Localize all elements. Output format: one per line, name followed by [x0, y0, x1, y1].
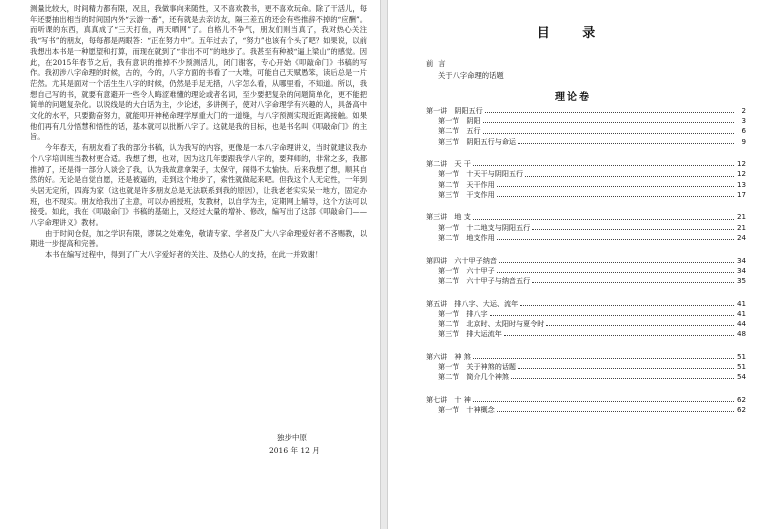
author-signature: 独步中原	[277, 433, 307, 442]
toc-chapter-entry[interactable]	[426, 106, 746, 116]
toc-page-number: 34	[736, 255, 746, 265]
toc-page-number: 13	[736, 179, 746, 189]
toc-page-number: 12	[736, 169, 746, 179]
toc-leader-dots	[473, 165, 734, 166]
toc-chapter-label: 第一讲 阴阳五行	[426, 105, 483, 115]
toc-page-number: 41	[736, 308, 746, 318]
toc-chapter-entry[interactable]	[426, 213, 746, 223]
volume-title: 理论卷	[555, 92, 591, 103]
toc-section-label: 第二节 六十甲子与纳音五行	[438, 275, 531, 285]
toc-page-number: 34	[736, 265, 746, 275]
toc-section-entry[interactable]	[426, 405, 746, 415]
toc-section-entry[interactable]	[426, 116, 746, 126]
toc-page-number: 24	[736, 232, 746, 242]
toc-chapter-label: 第二讲 天 干	[426, 159, 471, 169]
toc-section-label: 第三节 干支作用	[438, 189, 495, 199]
toc-page-number: 17	[736, 189, 746, 199]
toc-chapter-entry[interactable]	[426, 395, 746, 405]
toc-section-entry[interactable]	[426, 137, 746, 147]
toc-section-label: 第二节 天干作用	[438, 179, 495, 189]
toc-section-label: 第二节 北京时、太阳时与夏令时	[438, 318, 545, 328]
page-gutter	[380, 0, 388, 529]
toc-section-label: 第一节 六十甲子	[438, 265, 495, 275]
toc-title: 目 录	[536, 26, 610, 41]
toc-spacer	[426, 147, 746, 160]
toc-page-number: 3	[741, 116, 746, 126]
toc-chapter-label: 第四讲 六十甲子纳音	[426, 255, 497, 265]
toc-page-number: 6	[741, 126, 746, 136]
toc-section-label: 第三节 阴阳五行与命运	[438, 136, 517, 146]
toc-section-entry[interactable]	[426, 362, 746, 372]
toc-leader-dots	[473, 401, 734, 402]
toc-page-number: 54	[736, 372, 746, 382]
toc-leader-dots	[497, 186, 734, 187]
toc-leader-dots	[483, 122, 734, 123]
toc-page-number: 12	[736, 159, 746, 169]
toc-leader-dots	[499, 262, 734, 263]
toc-leader-dots	[497, 272, 734, 273]
toc-list	[426, 106, 746, 415]
toc-spacer	[426, 200, 746, 213]
toc-leader-dots	[473, 219, 734, 220]
toc-leader-dots	[532, 282, 734, 283]
toc-page-number: 9	[741, 136, 746, 146]
toc-spacer	[426, 382, 746, 395]
toc-spacer	[426, 339, 746, 352]
toc-leader-dots	[532, 229, 734, 230]
toc-chapter-label: 第五讲 排八字、大运、流年	[426, 298, 519, 308]
preface-paragraph: 今年春天，有朋友看了我的部分书稿，认为我写的内容，更像是一本八字命理讲义，当时就建议我办个八字培训班当教材更合适。我想了想，也对，因为这几年要跟我学八字的，要拜师的，非常之多，我都推掉了，还是得一部分人谈会了我，认为我故意拿架子，太保守，闹得不太愉快。后来我想了想，顺其自然的好。无论是自觉自愿，还是被逼的，走到这个地步了，索性就做起来吧。但我这个人无定性，一年到头居无定所，四海为家（这也就是许多朋友总是无法联系到我的原因），让我老老实实呆一地方，固定办班，也不现实。朋友给我出了主意，可以办函授班，发教材，以自学为主，定期网上辅导，这个方法可以接受。如此，我在《叩敲命门》书稿的基础上，又经过大量的增补、修改，编写出了这部《叩敲命门——八字命理讲义》教材。	[30, 143, 367, 228]
toc-page-number: 41	[736, 298, 746, 308]
toc-leader-dots	[546, 325, 734, 326]
toc-section-label: 第一节 阴阳	[438, 116, 481, 126]
toc-preface-label: 前言	[426, 59, 451, 68]
toc-chapter-label: 第七讲 十 神	[426, 394, 471, 404]
toc-section-label: 第一节 十二地支与阴阳五行	[438, 222, 531, 232]
toc-section-label: 第二节 五行	[438, 126, 481, 136]
toc-section-label: 第三节 排大运流年	[438, 329, 502, 339]
toc-section-label: 第一节 十神概念	[438, 405, 495, 415]
toc-section-entry[interactable]	[426, 233, 746, 243]
author-date: 2016 年 12 月	[269, 446, 320, 455]
toc-leader-dots	[518, 143, 734, 144]
toc-section-entry[interactable]	[426, 266, 746, 276]
toc-preface-subtitle: 关于八字命理的话题	[438, 71, 504, 80]
toc-leader-dots	[497, 239, 734, 240]
toc-leader-dots	[511, 378, 734, 379]
toc-spacer	[426, 286, 746, 299]
toc-page-number: 48	[736, 329, 746, 339]
toc-leader-dots	[504, 335, 734, 336]
toc-section-label: 第一节 排八字	[438, 308, 488, 318]
toc-chapter-entry[interactable]	[426, 352, 746, 362]
toc-section-label: 第二节 简介几个神煞	[438, 372, 509, 382]
toc-leader-dots	[520, 305, 734, 306]
toc-section-entry[interactable]	[426, 126, 746, 136]
toc-page-number: 51	[736, 351, 746, 361]
toc-leader-dots	[473, 358, 734, 359]
toc-chapter-entry[interactable]	[426, 256, 746, 266]
toc-page-number: 51	[736, 362, 746, 372]
toc-section-entry[interactable]	[426, 309, 746, 319]
toc-section-entry[interactable]	[426, 329, 746, 339]
toc-section-entry[interactable]	[426, 223, 746, 233]
toc-page-number: 2	[741, 105, 746, 115]
toc-page-number: 21	[736, 222, 746, 232]
toc-chapter-entry[interactable]	[426, 299, 746, 309]
toc-section-label: 第一节 十天干与阴阳五行	[438, 169, 524, 179]
toc-leader-dots	[485, 112, 734, 113]
preface-paragraph: 本书在编写过程中，得到了广大八字爱好者的关注、及热心人的支持，在此一并致谢！	[45, 250, 323, 260]
toc-page-number: 62	[736, 405, 746, 415]
right-page	[388, 0, 758, 529]
preface-paragraph: 由于时间仓促，加之学识有限，谬误之处难免，敬请专家、学者及广大八字命理爱好者不吝赐教，以期进一步提高和完善。	[30, 228, 367, 249]
toc-page-number: 21	[736, 212, 746, 222]
toc-page-number: 44	[736, 318, 746, 328]
toc-leader-dots	[490, 315, 734, 316]
toc-chapter-entry[interactable]	[426, 159, 746, 169]
toc-leader-dots	[518, 368, 734, 369]
preface-text	[30, 4, 367, 261]
toc-section-entry[interactable]	[426, 190, 746, 200]
toc-leader-dots	[497, 196, 734, 197]
toc-section-entry[interactable]	[426, 276, 746, 286]
toc-section-label: 第二节 地支作用	[438, 232, 495, 242]
toc-page-number: 35	[736, 275, 746, 285]
toc-spacer	[426, 243, 746, 256]
toc-chapter-label: 第六讲 神 煞	[426, 351, 471, 361]
toc-page-number: 62	[736, 394, 746, 404]
toc-leader-dots	[497, 411, 734, 412]
preface-paragraph: 测量比较大，时间精力都有限，况且，我做事向来随性，又不喜欢教书，更不喜欢玩命。除了干活儿，每年还要抽出相当的时间国内外“云游一番”，还有就是去亲访友，隔三差五的还会有些推辞不掉的“应酬”。而听课的东西，真真成了“三天打鱼，两天晒网”了。自格儿不争气，朋友们则当真了，我对热心关注我“写书”的朋友，每每都是两眼答：“正在努力中”。五年过去了，“努力”也该有个头了吧？如果说，以前我想出本书是一种愿望和打算，而现在就到了“非出不可”的地步了。我甚至有种被“逼上梁山”的感觉。因此，在2015年春节之后，我有意识的推掉不少预测活儿，闭门谢客，专心开始《叩敲命门》书稿的写作。我初涉八字命理的时候，古的，今的，八字方面的书看了一大堆，可能自己天赋愚笨，读后总是一片茫然。尤其是面对一个活生生八字的时候，仍然是手足无措，八字怎么看，从哪里看，不知道。所以，我想自己写的书，就要有意避开一些令人晦涩难懂的理论或者名词，至少要把复杂的问题简单化，更不能把简单的问题复杂化。以说线是的大白话为主，少论述，多讲例子，使对八字命理学有兴趣的人，具备高中文化的水平，只要勤奋努力，就能叩开神秘命理学厚重大门的一道缝，与八字预测实现近距离接触。如果他们再有几分悟慧和悟性的话，基本就可以批断八字了。这就是我的目标，也是书名叫《叩敲命门》的主旨。	[30, 4, 367, 142]
toc-section-label: 第一节 关于神煞的话题	[438, 362, 517, 372]
toc-section-entry[interactable]	[426, 372, 746, 382]
toc-chapter-label: 第三讲 地 支	[426, 212, 471, 222]
toc-leader-dots	[525, 176, 734, 177]
toc-section-entry[interactable]	[426, 180, 746, 190]
toc-leader-dots	[483, 133, 734, 134]
toc-section-entry[interactable]	[426, 169, 746, 179]
toc-section-entry[interactable]	[426, 319, 746, 329]
